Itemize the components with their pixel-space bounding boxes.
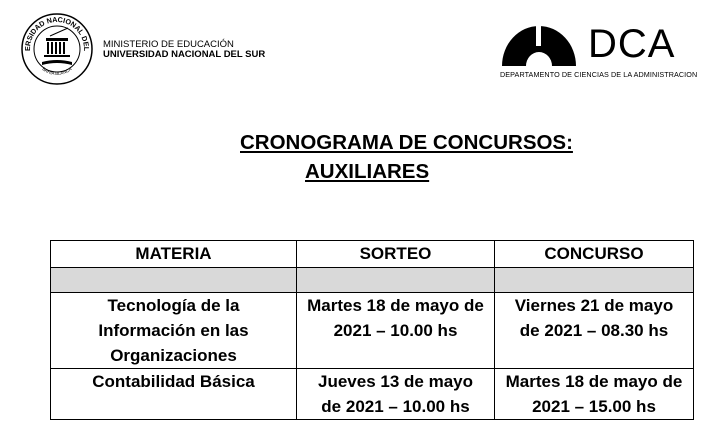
table-row	[51, 369, 694, 420]
dca-logo-text: DCA	[588, 22, 676, 66]
dca-subtitle: DEPARTAMENTO DE CIENCIAS DE LA ADMINISTRACION	[500, 70, 698, 79]
header-concurso: CONCURSO	[495, 241, 694, 268]
dca-logo-mark	[500, 22, 578, 66]
university-line: UNIVERSIDAD NACIONAL DEL SUR	[103, 49, 266, 60]
svg-text:BAHIA BLANCA	[41, 66, 72, 76]
page-subtitle: AUXILIARES	[305, 160, 430, 183]
shaded-spacer-row	[51, 268, 694, 293]
header-materia: MATERIA	[51, 241, 297, 268]
sorteo-cell: Jueves 13 de mayo de 2021 – 10.00 hs	[297, 369, 495, 420]
ministry-line: MINISTERIO DE EDUCACIÓN	[103, 39, 234, 50]
university-seal	[20, 12, 94, 86]
table-header-row	[51, 241, 694, 268]
spacer-cell	[51, 268, 297, 293]
spacer-cell	[495, 268, 694, 293]
seal-ring-text: ERSIDAD NACIONAL DEL	[22, 14, 92, 52]
materia-cell: Tecnología de la Información en las Organizaciones	[51, 293, 297, 369]
spacer-cell	[297, 268, 495, 293]
header-sorteo: SORTEO	[297, 241, 495, 268]
concurso-cell: Martes 18 de mayo de 2021 – 15.00 hs	[495, 369, 694, 420]
schedule-table	[50, 240, 694, 420]
page-title: CRONOGRAMA DE CONCURSOS:	[240, 131, 573, 154]
concurso-cell: Viernes 21 de mayo de 2021 – 08.30 hs	[495, 293, 694, 369]
materia-cell: Contabilidad Básica	[51, 369, 297, 420]
seal-bottom-text: BAHIA BLANCA	[41, 66, 73, 77]
sorteo-cell: Martes 18 de mayo de 2021 – 10.00 hs	[297, 293, 495, 369]
table-row	[51, 293, 694, 369]
university-heading	[103, 40, 265, 60]
